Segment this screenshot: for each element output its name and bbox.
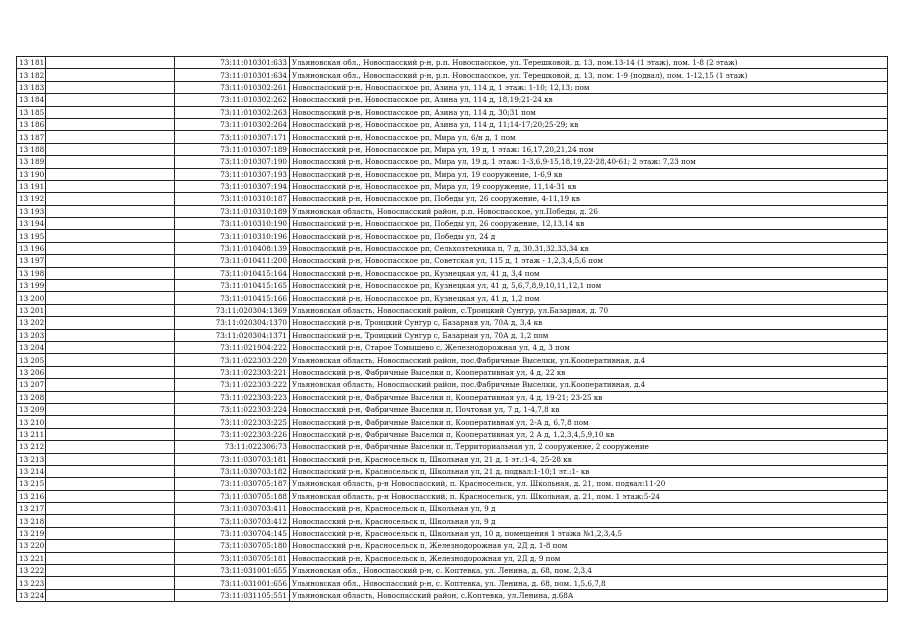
table-row xyxy=(17,366,888,378)
table-row xyxy=(17,230,888,242)
empty-cell xyxy=(46,156,175,168)
cadastral-number-cell: 73:11:010307:171 xyxy=(175,131,290,143)
empty-cell xyxy=(46,577,175,589)
empty-cell xyxy=(46,218,175,230)
cadastral-number-cell: 73:11:022303:224 xyxy=(175,403,290,415)
address-cell: Новоспасский р-н, Новоспасское рп, Мира ул, 6/н д, 1 пом xyxy=(290,131,888,143)
empty-cell xyxy=(46,81,175,93)
row-number-cell: 13 209 xyxy=(17,403,46,415)
cadastral-number-cell: 73:11:031001:656 xyxy=(175,577,290,589)
table-row xyxy=(17,292,888,304)
cadastral-number-cell: 73:11:031105:551 xyxy=(175,589,290,601)
table-row xyxy=(17,490,888,502)
table-row xyxy=(17,143,888,155)
row-number-cell: 13 191 xyxy=(17,180,46,192)
cadastral-number-cell: 73:11:022303:222 xyxy=(175,379,290,391)
row-number-cell: 13 188 xyxy=(17,143,46,155)
address-cell: Новоспасский р-н, Новоспасское рп, Советская ул, 115 д, 1 этаж - 1,2,3,4,5,6 пом xyxy=(290,255,888,267)
cadastral-number-cell: 73:11:010301:633 xyxy=(175,57,290,69)
empty-cell xyxy=(46,255,175,267)
cadastral-number-cell: 73:11:010307:190 xyxy=(175,156,290,168)
table-row xyxy=(17,280,888,292)
empty-cell xyxy=(46,280,175,292)
cadastral-number-cell: 73:11:030705:187 xyxy=(175,478,290,490)
empty-cell xyxy=(46,428,175,440)
table-row xyxy=(17,267,888,279)
cadastral-number-cell: 73:11:010415:164 xyxy=(175,267,290,279)
cadastral-number-cell: 73:11:010302:264 xyxy=(175,118,290,130)
empty-cell xyxy=(46,292,175,304)
address-cell: Новоспасский р-н, Фабричные Выселки п, Территориальная ул, 2 сооружение, 2 сооружение xyxy=(290,441,888,453)
address-cell: Новоспасский р-н, Новоспасское рп, Победы ул, 24 д xyxy=(290,230,888,242)
table-row xyxy=(17,589,888,601)
registry-table-body xyxy=(17,57,888,602)
empty-cell xyxy=(46,106,175,118)
table-row xyxy=(17,317,888,329)
row-number-cell: 13 215 xyxy=(17,478,46,490)
row-number-cell: 13 186 xyxy=(17,118,46,130)
address-cell: Ульяновская область, р-н Новоспасский, п. Красносельск, ул. Школьная, д. 21, пом. 1 этаж:5-24 xyxy=(290,490,888,502)
cadastral-number-cell: 73:11:010307:193 xyxy=(175,168,290,180)
empty-cell xyxy=(46,403,175,415)
empty-cell xyxy=(46,540,175,552)
empty-cell xyxy=(46,57,175,69)
empty-cell xyxy=(46,391,175,403)
table-row xyxy=(17,503,888,515)
row-number-cell: 13 217 xyxy=(17,503,46,515)
address-cell: Новоспасский р-н, Фабричные Выселки п, Кооперативная ул, 4 д, 22 кв xyxy=(290,366,888,378)
address-cell: Новоспасский р-н, Красносельск п, Школьная ул, 21 д, 1 эт.:1-4, 25-28 кв xyxy=(290,453,888,465)
cadastral-number-cell: 73:11:010415:165 xyxy=(175,280,290,292)
empty-cell xyxy=(46,552,175,564)
address-cell: Ульяновская область, Новоспасский район, с.Коптевка, ул.Ленина, д.68А xyxy=(290,589,888,601)
cadastral-number-cell: 73:11:022303:221 xyxy=(175,366,290,378)
address-cell: Новоспасский р-н, Троицкий Сунгур с, Базарная ул, 70А д, 3,4 кв xyxy=(290,317,888,329)
table-row xyxy=(17,304,888,316)
table-row xyxy=(17,552,888,564)
cadastral-number-cell: 73:11:022306:73 xyxy=(175,441,290,453)
address-cell: Новоспасский р-н, Фабричные Выселки п, Почтовая ул, 7 д, 1-4,7,8 кв xyxy=(290,403,888,415)
table-row xyxy=(17,527,888,539)
empty-cell xyxy=(46,329,175,341)
row-number-cell: 13 224 xyxy=(17,589,46,601)
table-row xyxy=(17,193,888,205)
row-number-cell: 13 192 xyxy=(17,193,46,205)
row-number-cell: 13 221 xyxy=(17,552,46,564)
row-number-cell: 13 182 xyxy=(17,69,46,81)
cadastral-number-cell: 73:11:010415:166 xyxy=(175,292,290,304)
address-cell: Ульяновская область, Новоспасский район, пос.Фабричные Выселки, ул.Кооперативная, д.4 xyxy=(290,354,888,366)
table-row xyxy=(17,69,888,81)
cadastral-number-cell: 73:11:010301:634 xyxy=(175,69,290,81)
empty-cell xyxy=(46,354,175,366)
empty-cell xyxy=(46,441,175,453)
address-cell: Новоспасский р-н, Красносельск п, Школьная ул, 9 д xyxy=(290,515,888,527)
row-number-cell: 13 197 xyxy=(17,255,46,267)
cadastral-number-cell: 73:11:010411:200 xyxy=(175,255,290,267)
row-number-cell: 13 195 xyxy=(17,230,46,242)
table-row xyxy=(17,118,888,130)
empty-cell xyxy=(46,267,175,279)
row-number-cell: 13 181 xyxy=(17,57,46,69)
cadastral-number-cell: 73:11:010302:262 xyxy=(175,94,290,106)
empty-cell xyxy=(46,69,175,81)
address-cell: Новоспасский р-н, Новоспасское рп, Мира ул, 19 д, 1 этаж: 1-3,6,9-15,18,19,22-28,40-61; 2 этаж: 7,23 пом xyxy=(290,156,888,168)
address-cell: Ульяновская область, Новоспасский район, пос.Фабричные Выселки, ул.Кооперативная, д.4 xyxy=(290,379,888,391)
empty-cell xyxy=(46,230,175,242)
address-cell: Новоспасский р-н, Новоспасское рп, Мира ул, 19 сооружение, 11,14-31 кв xyxy=(290,180,888,192)
cadastral-number-cell: 73:11:010408:139 xyxy=(175,242,290,254)
address-cell: Новоспасский р-н, Новоспасское рп, Сельхозтехника п, 7 д, 30,31,32,33,34 кв xyxy=(290,242,888,254)
empty-cell xyxy=(46,143,175,155)
row-number-cell: 13 220 xyxy=(17,540,46,552)
address-cell: Новоспасский р-н, Фабричные Выселки п, Кооперативная ул, 2 А д, 1,2,3,4,5,9,10 кв xyxy=(290,428,888,440)
row-number-cell: 13 194 xyxy=(17,218,46,230)
address-cell: Ульяновская область, Новоспасский район, р.п. Новоспасское, ул.Победы, д. 26 xyxy=(290,205,888,217)
empty-cell xyxy=(46,94,175,106)
row-number-cell: 13 185 xyxy=(17,106,46,118)
table-row xyxy=(17,465,888,477)
cadastral-number-cell: 73:11:030705:181 xyxy=(175,552,290,564)
row-number-cell: 13 204 xyxy=(17,341,46,353)
cadastral-number-cell: 73:11:030705:180 xyxy=(175,540,290,552)
row-number-cell: 13 214 xyxy=(17,465,46,477)
address-cell: Новоспасский р-н, Фабричные Выселки п, Кооперативная ул, 2-А д, 6,7,8 пом xyxy=(290,416,888,428)
table-row xyxy=(17,131,888,143)
row-number-cell: 13 193 xyxy=(17,205,46,217)
row-number-cell: 13 184 xyxy=(17,94,46,106)
registry-sheet xyxy=(16,56,888,602)
row-number-cell: 13 201 xyxy=(17,304,46,316)
empty-cell xyxy=(46,465,175,477)
row-number-cell: 13 187 xyxy=(17,131,46,143)
row-number-cell: 13 183 xyxy=(17,81,46,93)
table-row xyxy=(17,329,888,341)
cadastral-number-cell: 73:11:020304:1370 xyxy=(175,317,290,329)
cadastral-number-cell: 73:11:020304:1371 xyxy=(175,329,290,341)
address-cell: Новоспасский р-н, Новоспасское рп, Азина ул, 114 д, 30;31 пом xyxy=(290,106,888,118)
table-row xyxy=(17,577,888,589)
cadastral-number-cell: 73:11:010310:190 xyxy=(175,218,290,230)
table-row xyxy=(17,391,888,403)
row-number-cell: 13 222 xyxy=(17,565,46,577)
cadastral-number-cell: 73:11:010302:261 xyxy=(175,81,290,93)
table-row xyxy=(17,156,888,168)
registry-table xyxy=(16,56,888,602)
table-row xyxy=(17,416,888,428)
empty-cell xyxy=(46,515,175,527)
row-number-cell: 13 213 xyxy=(17,453,46,465)
address-cell: Новоспасский р-н, Новоспасское рп, Кузнецкая ул, 41 д, 5,6,7,8,9,10,11,12,1 пом xyxy=(290,280,888,292)
empty-cell xyxy=(46,131,175,143)
cadastral-number-cell: 73:11:022303:223 xyxy=(175,391,290,403)
cadastral-number-cell: 73:11:030705:188 xyxy=(175,490,290,502)
table-row xyxy=(17,180,888,192)
table-row xyxy=(17,205,888,217)
row-number-cell: 13 216 xyxy=(17,490,46,502)
table-row xyxy=(17,57,888,69)
empty-cell xyxy=(46,527,175,539)
cadastral-number-cell: 73:11:030703:182 xyxy=(175,465,290,477)
table-row xyxy=(17,94,888,106)
address-cell: Новоспасский р-н, Троицкий Сунгур с, Базарная ул, 70А д, 1,2 пом xyxy=(290,329,888,341)
empty-cell xyxy=(46,490,175,502)
table-row xyxy=(17,242,888,254)
empty-cell xyxy=(46,565,175,577)
row-number-cell: 13 202 xyxy=(17,317,46,329)
cadastral-number-cell: 73:11:030703:411 xyxy=(175,503,290,515)
empty-cell xyxy=(46,341,175,353)
empty-cell xyxy=(46,118,175,130)
empty-cell xyxy=(46,503,175,515)
table-row xyxy=(17,379,888,391)
row-number-cell: 13 190 xyxy=(17,168,46,180)
address-cell: Новоспасский р-н, Новоспасское рп, Азина ул, 114 д, 18,19;21-24 кв xyxy=(290,94,888,106)
empty-cell xyxy=(46,205,175,217)
table-row xyxy=(17,540,888,552)
address-cell: Ульяновская область, Новоспасский район, с.Троицкий Сунгур, ул.Базарная, д. 70 xyxy=(290,304,888,316)
table-row xyxy=(17,218,888,230)
cadastral-number-cell: 73:11:020304:1369 xyxy=(175,304,290,316)
cadastral-number-cell: 73:11:010310:189 xyxy=(175,205,290,217)
address-cell: Новоспасский р-н, Красносельск п, Школьная ул, 21 д, подвал:1-10;1 эт.:1- кв xyxy=(290,465,888,477)
address-cell: Новоспасский р-н, Новоспасское рп, Азина ул, 114 д, 1 этаж: 1-10; 12,13; пом xyxy=(290,81,888,93)
empty-cell xyxy=(46,168,175,180)
empty-cell xyxy=(46,317,175,329)
cadastral-number-cell: 73:11:010310:187 xyxy=(175,193,290,205)
cadastral-number-cell: 73:11:010302:263 xyxy=(175,106,290,118)
cadastral-number-cell: 73:11:021904:222 xyxy=(175,341,290,353)
table-row xyxy=(17,106,888,118)
row-number-cell: 13 200 xyxy=(17,292,46,304)
row-number-cell: 13 206 xyxy=(17,366,46,378)
address-cell: Новоспасский р-н, Новоспасское рп, Кузнецкая ул, 41 д, 3,4 пом xyxy=(290,267,888,279)
address-cell: Новоспасский р-н, Красносельск п, Железнодорожная ул, 2Д д, 9 пом xyxy=(290,552,888,564)
row-number-cell: 13 196 xyxy=(17,242,46,254)
table-row xyxy=(17,341,888,353)
table-row xyxy=(17,81,888,93)
row-number-cell: 13 223 xyxy=(17,577,46,589)
table-row xyxy=(17,478,888,490)
row-number-cell: 13 218 xyxy=(17,515,46,527)
table-row xyxy=(17,168,888,180)
empty-cell xyxy=(46,416,175,428)
address-cell: Новоспасский р-н, Новоспасское рп, Мира ул, 19 д, 1 этаж: 16,17,20,21,24 пом xyxy=(290,143,888,155)
address-cell: Ульяновская область, р-н Новоспасский, п. Красносельск, ул. Школьная, д. 21, пом. подвал:11-20 xyxy=(290,478,888,490)
empty-cell xyxy=(46,180,175,192)
empty-cell xyxy=(46,589,175,601)
cadastral-number-cell: 73:11:010307:189 xyxy=(175,143,290,155)
empty-cell xyxy=(46,242,175,254)
row-number-cell: 13 207 xyxy=(17,379,46,391)
table-row xyxy=(17,428,888,440)
cadastral-number-cell: 73:11:030703:181 xyxy=(175,453,290,465)
address-cell: Новоспасский р-н, Новоспасское рп, Кузнецкая ул, 41 д, 1,2 пом xyxy=(290,292,888,304)
address-cell: Новоспасский р-н, Фабричные Выселки п, Кооперативная ул, 4 д, 19-21; 23-25 кв xyxy=(290,391,888,403)
empty-cell xyxy=(46,366,175,378)
cadastral-number-cell: 73:11:030703:412 xyxy=(175,515,290,527)
empty-cell xyxy=(46,304,175,316)
address-cell: Ульяновская обл., Новоспасский р-н, с. Коптевка, ул. Ленина, д. 68, пом. 2,3,4 xyxy=(290,565,888,577)
address-cell: Новоспасский р-н, Новоспасское рп, Мира ул, 19 сооружение, 1-6,9 кв xyxy=(290,168,888,180)
table-row xyxy=(17,403,888,415)
row-number-cell: 13 198 xyxy=(17,267,46,279)
address-cell: Новоспасский р-н, Красносельск п, Школьная ул, 9 д xyxy=(290,503,888,515)
table-row xyxy=(17,515,888,527)
cadastral-number-cell: 73:11:031001:655 xyxy=(175,565,290,577)
address-cell: Новоспасский р-н, Красносельск п, Школьная ул, 10 д, помещения 1 этажа №1,2,3,4,5 xyxy=(290,527,888,539)
table-row xyxy=(17,354,888,366)
empty-cell xyxy=(46,379,175,391)
row-number-cell: 13 208 xyxy=(17,391,46,403)
cadastral-number-cell: 73:11:022303:220 xyxy=(175,354,290,366)
row-number-cell: 13 203 xyxy=(17,329,46,341)
table-row xyxy=(17,453,888,465)
row-number-cell: 13 212 xyxy=(17,441,46,453)
empty-cell xyxy=(46,478,175,490)
row-number-cell: 13 210 xyxy=(17,416,46,428)
table-row xyxy=(17,255,888,267)
address-cell: Новоспасский р-н, Старое Томышево с, Железнодорожная ул, 4 д, 3 пом xyxy=(290,341,888,353)
address-cell: Новоспасский р-н, Новоспасское рп, Победы ул, 26 сооружение, 4-11,19 кв xyxy=(290,193,888,205)
address-cell: Ульяновская обл., Новоспасский р-н, р.п. Новоспасское, ул. Терешковой, д. 13, пом. 1-9 (подвал), пом. 1-12,15 (1 этаж) xyxy=(290,69,888,81)
row-number-cell: 13 189 xyxy=(17,156,46,168)
empty-cell xyxy=(46,453,175,465)
cadastral-number-cell: 73:11:010310:196 xyxy=(175,230,290,242)
table-row xyxy=(17,441,888,453)
cadastral-number-cell: 73:11:022303:226 xyxy=(175,428,290,440)
address-cell: Новоспасский р-н, Новоспасское рп, Победы ул, 26 сооружение, 12,13,14 кв xyxy=(290,218,888,230)
row-number-cell: 13 219 xyxy=(17,527,46,539)
address-cell: Новоспасский р-н, Новоспасское рп, Азина ул, 114 д, 11;14-17;20;25-29; кв xyxy=(290,118,888,130)
table-row xyxy=(17,565,888,577)
cadastral-number-cell: 73:11:010307:194 xyxy=(175,180,290,192)
cadastral-number-cell: 73:11:022303:225 xyxy=(175,416,290,428)
empty-cell xyxy=(46,193,175,205)
row-number-cell: 13 199 xyxy=(17,280,46,292)
cadastral-number-cell: 73:11:030704:145 xyxy=(175,527,290,539)
row-number-cell: 13 211 xyxy=(17,428,46,440)
address-cell: Ульяновская обл., Новоспасский р-н, р.п. Новоспасское, ул. Терешковой, д. 13, пом.13-14 (1 этаж), пом. 1-8 (2 этаж) xyxy=(290,57,888,69)
row-number-cell: 13 205 xyxy=(17,354,46,366)
address-cell: Ульяновская обл., Новоспасский р-н, с. Коптевка, ул. Ленина, д. 68, пом. 1,5,6,7,8 xyxy=(290,577,888,589)
address-cell: Новоспасский р-н, Красносельск п, Железнодорожная ул, 2Д д, 1-8 пом xyxy=(290,540,888,552)
